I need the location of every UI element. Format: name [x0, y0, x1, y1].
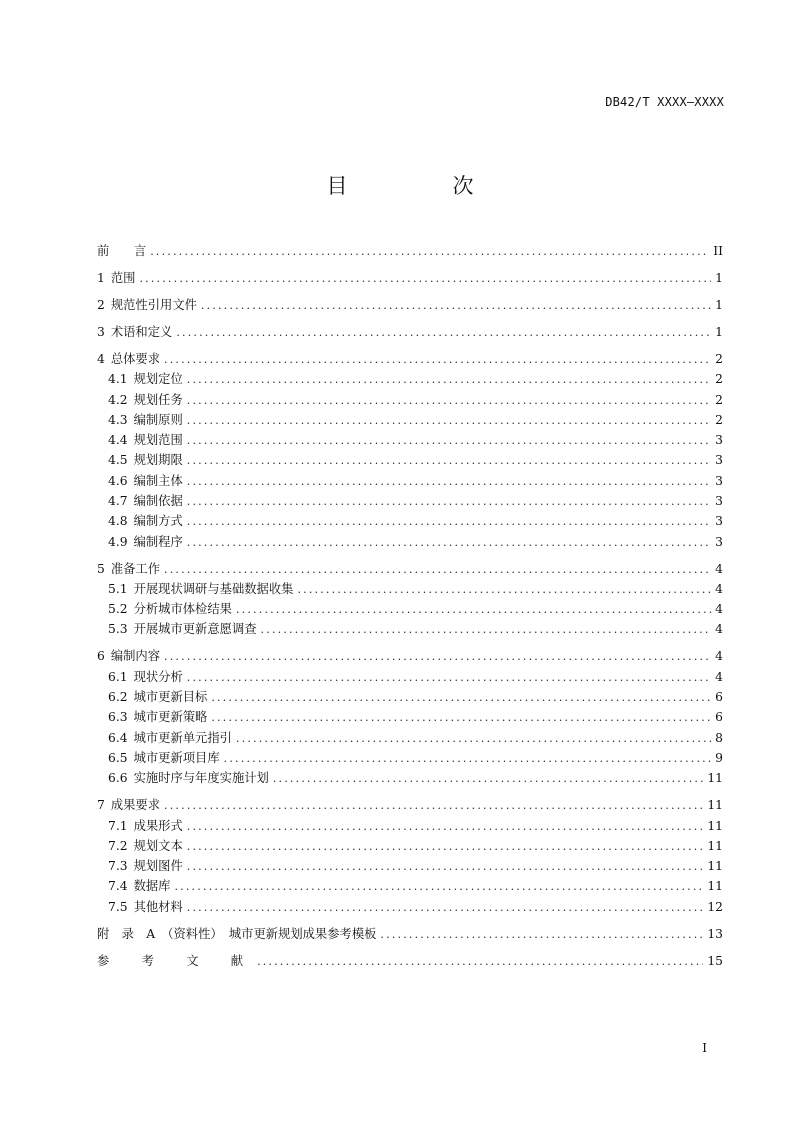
toc-entry-page: 3 [715, 494, 723, 509]
toc-entry-number: 2 [97, 297, 105, 312]
dot-leader [236, 729, 711, 749]
toc-subentry[interactable] [97, 816, 723, 836]
toc-subentry[interactable] [97, 897, 723, 917]
dot-leader [187, 898, 704, 918]
document-code: DB42/T XXXX—XXXX [605, 95, 724, 109]
toc-entry-label: 成果形式 [133, 818, 183, 833]
toc-subentry[interactable] [97, 707, 723, 727]
toc-entry-label: 实施时序与年度实施计划 [133, 771, 269, 786]
toc-subentry[interactable] [97, 876, 723, 896]
toc-entry[interactable] [97, 795, 723, 815]
toc-entry-number: 5 [97, 561, 105, 576]
toc-entry-label: 规划期限 [133, 453, 183, 468]
toc-entry-label: 数据库 [133, 879, 171, 894]
toc-subentry[interactable] [97, 748, 723, 768]
dot-leader [297, 580, 711, 600]
toc-subentry[interactable] [97, 667, 723, 687]
toc-entry-page: 4 [715, 669, 723, 684]
toc-entry-number: 6.5 [108, 750, 128, 765]
dot-leader [187, 857, 704, 877]
dot-leader [139, 269, 711, 289]
toc-entry-page: 3 [715, 433, 723, 448]
page-number: I [702, 1041, 707, 1055]
toc-entry-page: 3 [715, 514, 723, 529]
toc-entry-number: 7.3 [108, 859, 128, 874]
dot-leader [201, 296, 711, 316]
toc-entry[interactable] [97, 268, 723, 288]
toc-entry-page: 11 [707, 838, 723, 853]
toc-entry-number: 6.1 [108, 669, 128, 684]
toc-subentry[interactable] [97, 836, 723, 856]
toc-entry[interactable] [97, 646, 723, 666]
dot-leader [187, 472, 711, 492]
toc-entry-label: 其他材料 [133, 899, 183, 914]
dot-leader [164, 350, 711, 370]
dot-leader [187, 837, 704, 857]
dot-leader [187, 492, 711, 512]
toc-entry-number: 5.2 [108, 602, 128, 617]
toc-entry-number: 5.3 [108, 622, 128, 637]
toc-entry-number: 4.1 [108, 372, 128, 387]
dot-leader [187, 391, 711, 411]
dot-leader [261, 620, 711, 640]
toc-entry-page: 1 [715, 270, 723, 285]
toc-entry-label: 城市更新目标 [133, 690, 208, 705]
toc-entry-page: 1 [715, 297, 723, 312]
toc-entry-page: 9 [715, 750, 723, 765]
toc-entry-label: 规划范围 [133, 433, 183, 448]
table-of-contents [97, 241, 723, 971]
toc-entry-label: 编制方式 [133, 514, 183, 529]
toc-entry-number: 6.4 [108, 730, 128, 745]
toc-entry-label: 范围 [110, 270, 136, 285]
dot-leader [164, 647, 711, 667]
dot-leader [187, 817, 704, 837]
toc-entry-label: 参 考 文 献 [97, 953, 254, 968]
toc-entry-number: 4.7 [108, 494, 128, 509]
toc-entry[interactable] [97, 559, 723, 579]
toc-entry-page: 4 [715, 649, 723, 664]
toc-entry-label: 术语和定义 [110, 324, 173, 339]
toc-entry-number: 7.4 [108, 879, 128, 894]
dot-leader [211, 688, 711, 708]
toc-entry-page: 4 [715, 622, 723, 637]
toc-entry-label: 规划任务 [133, 392, 183, 407]
toc-entry-page: 11 [707, 771, 723, 786]
toc-entry-label: 准备工作 [110, 561, 161, 576]
toc-entry[interactable] [97, 241, 723, 261]
toc-entry-page: 12 [707, 899, 723, 914]
toc-entry-number: 6.3 [108, 710, 128, 725]
toc-entry-number: 3 [97, 324, 105, 339]
toc-entry-number: 4.4 [108, 433, 128, 448]
toc-entry-page: 4 [715, 581, 723, 596]
toc-entry-page: 11 [707, 818, 723, 833]
toc-subentry[interactable] [97, 579, 723, 599]
toc-entry-page: 11 [707, 879, 723, 894]
toc-entry-page: 1 [715, 324, 723, 339]
dot-leader [187, 668, 711, 688]
toc-entry-number: 1 [97, 270, 105, 285]
toc-entry-label: 城市更新项目库 [133, 750, 220, 765]
toc-entry-page: 3 [715, 473, 723, 488]
dot-leader [187, 411, 711, 431]
dot-leader [187, 431, 711, 451]
toc-entry-page: 6 [715, 710, 723, 725]
toc-entry[interactable] [97, 349, 723, 369]
toc-entry-number: 6.6 [108, 771, 128, 786]
toc-entry-page: 2 [715, 372, 723, 387]
toc-entry-page: 15 [707, 953, 723, 968]
toc-entry-label: 城市更新单元指引 [133, 730, 232, 745]
toc-entry-number: 4.5 [108, 453, 128, 468]
toc-entry-label: 开展城市更新意愿调查 [133, 622, 257, 637]
dot-leader [224, 749, 711, 769]
toc-entry-number: 5.1 [108, 581, 128, 596]
toc-entry-page: 4 [715, 561, 723, 576]
toc-entry-page: 3 [715, 534, 723, 549]
toc-entry-page: 4 [715, 602, 723, 617]
dot-leader [174, 877, 703, 897]
toc-entry-label: 规范性引用文件 [110, 297, 197, 312]
toc-entry-label: 分析城市体检结果 [133, 602, 232, 617]
toc-entry-number: 4.6 [108, 473, 128, 488]
toc-subentry[interactable] [97, 856, 723, 876]
toc-entry-number: 4 [97, 351, 105, 366]
toc-entry-page: 11 [707, 798, 723, 813]
toc-subentry[interactable] [97, 532, 723, 552]
toc-subentry[interactable] [97, 390, 723, 410]
toc-entry-label: 现状分析 [133, 669, 183, 684]
toc-entry-label: 编制内容 [110, 649, 161, 664]
toc-entry[interactable] [97, 951, 723, 971]
toc-entry-page: II [713, 244, 723, 258]
toc-subentry[interactable] [97, 430, 723, 450]
toc-subentry[interactable] [97, 491, 723, 511]
dot-leader [187, 451, 711, 471]
toc-entry-label: 前 言 [97, 244, 147, 258]
dot-leader [187, 512, 711, 532]
toc-subentry[interactable] [97, 410, 723, 430]
toc-entry-label: 规划定位 [133, 372, 183, 387]
toc-entry-number: 4.2 [108, 392, 128, 407]
toc-subentry[interactable] [97, 687, 723, 707]
toc-title: 目 次 [326, 174, 516, 198]
dot-leader [164, 560, 711, 580]
toc-subentry[interactable] [97, 369, 723, 389]
toc-entry-label: 编制主体 [133, 473, 183, 488]
dot-leader [273, 769, 704, 789]
toc-entry-number: 4.8 [108, 514, 128, 529]
dot-leader [187, 370, 711, 390]
toc-subentry[interactable] [97, 471, 723, 491]
toc-entry-number: 6.2 [108, 690, 128, 705]
dot-leader [176, 323, 711, 343]
dot-leader [380, 925, 703, 945]
toc-entry[interactable] [97, 295, 723, 315]
toc-entry-number: 7 [97, 798, 105, 813]
toc-entry-page: 8 [715, 730, 723, 745]
toc-subentry[interactable] [97, 511, 723, 531]
toc-entry-number: 6 [97, 649, 105, 664]
toc-entry-label: 编制原则 [133, 412, 183, 427]
toc-subentry[interactable] [97, 619, 723, 639]
toc-entry-label: 规划图件 [133, 859, 183, 874]
toc-entry-label: 城市更新策略 [133, 710, 208, 725]
toc-entry-number: 7.1 [108, 818, 128, 833]
toc-subentry[interactable] [97, 450, 723, 470]
toc-entry-page: 2 [715, 351, 723, 366]
dot-leader [187, 533, 711, 553]
toc-entry-label: 开展现状调研与基础数据收集 [133, 581, 294, 596]
toc-entry-page: 11 [707, 859, 723, 874]
toc-entry-label: 附 录 A （资料性） 城市更新规划成果参考模板 [97, 926, 377, 941]
dot-leader [236, 600, 711, 620]
toc-subentry[interactable] [97, 728, 723, 748]
toc-entry-number: 4.9 [108, 534, 128, 549]
toc-entry-page: 3 [715, 453, 723, 468]
toc-entry-page: 2 [715, 392, 723, 407]
toc-entry-page: 13 [707, 926, 723, 941]
dot-leader [164, 796, 703, 816]
toc-entry-label: 总体要求 [110, 351, 161, 366]
toc-subentry[interactable] [97, 768, 723, 788]
toc-entry-label: 编制依据 [133, 494, 183, 509]
toc-subentry[interactable] [97, 599, 723, 619]
toc-entry-number: 7.5 [108, 899, 128, 914]
toc-entry-number: 7.2 [108, 838, 128, 853]
toc-entry-label: 编制程序 [133, 534, 183, 549]
dot-leader [211, 708, 711, 728]
toc-entry-page: 2 [715, 412, 723, 427]
toc-entry-label: 规划文本 [133, 838, 183, 853]
dot-leader [257, 952, 703, 972]
toc-entry-label: 成果要求 [110, 798, 161, 813]
toc-entry-page: 6 [715, 690, 723, 705]
toc-entry[interactable] [97, 924, 723, 944]
toc-entry-number: 4.3 [108, 412, 128, 427]
dot-leader [150, 242, 709, 262]
toc-entry[interactable] [97, 322, 723, 342]
